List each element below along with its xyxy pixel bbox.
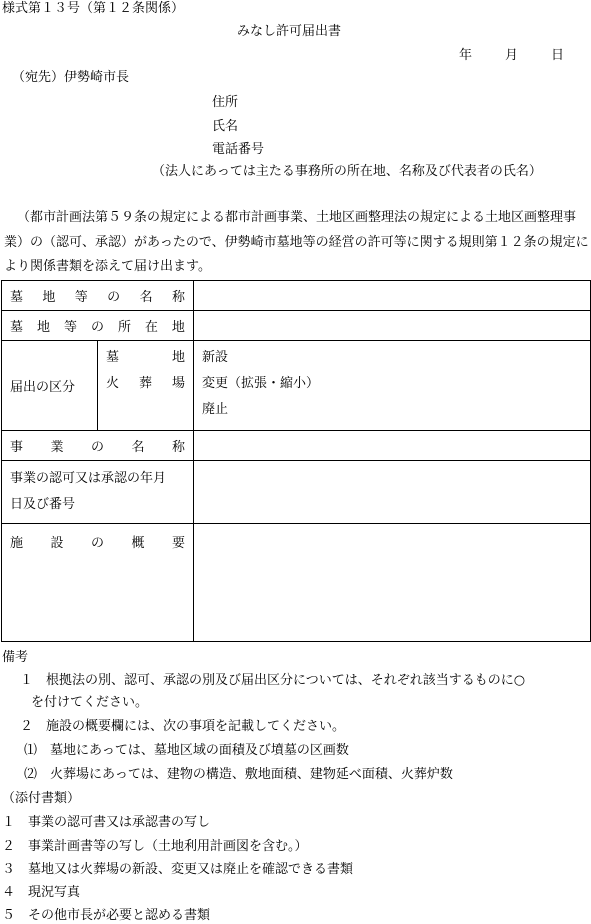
facility-overview-value[interactable] xyxy=(194,524,591,642)
label-char: 称 xyxy=(171,290,185,305)
label-char: 墓 xyxy=(10,290,24,305)
label-char: 称 xyxy=(171,440,185,455)
label-char: 事 xyxy=(10,440,24,455)
facility-type-cell xyxy=(98,341,194,431)
label-char: 地 xyxy=(36,320,50,335)
option-abolish[interactable]: 廃止 xyxy=(202,402,229,417)
label-char: 名 xyxy=(139,290,153,305)
note-2: ２ 施設の概要欄には、次の事項を記載してください。 xyxy=(20,719,346,734)
note-2-sub2: ⑵ 火葬場にあっては、建物の構造、敷地面積、建物延べ面積、火葬炉数 xyxy=(24,767,453,782)
date-month: 月 xyxy=(505,48,519,63)
facility-overview-label xyxy=(2,524,194,642)
project-name-value[interactable] xyxy=(194,431,591,461)
phone-label: 電話番号 xyxy=(212,142,265,157)
project-name-label xyxy=(2,431,194,461)
row-notification-category xyxy=(2,341,591,431)
intro-paragraph: （都市計画法第５９条の規定による都市計画事業、土地区画整理法の規定による土地区画整理事業）の（認可、承認）があったので、伊勢崎市墓地等の経営の許可等に関する規則第１２条の規定により関係書類を添えて届け出ます。 xyxy=(4,210,589,274)
option-change[interactable]: 変更（拡張・縮小） xyxy=(202,376,320,391)
note-1-line1: １ 根拠法の別、認可、承認の別及び届出区分については、それぞれ該当するものに○ xyxy=(20,673,526,688)
category-label: 届出の区分 xyxy=(2,341,98,431)
approval-date-label-line1: 事業の認可又は承認の年月 xyxy=(10,471,167,486)
attachment-item-1: １ 事業の認可書又は承認書の写し xyxy=(2,815,211,830)
category-options-cell xyxy=(194,341,591,431)
label-char: 概 xyxy=(131,536,145,551)
cemetery-name-label xyxy=(2,281,194,311)
cemetery-name-value[interactable] xyxy=(194,281,591,311)
date-year: 年 xyxy=(459,48,473,63)
note-1-line2: を付けてください。 xyxy=(31,695,149,710)
label-char: 墓 xyxy=(10,320,24,335)
note-2-sub1: ⑴ 墓地にあっては、墓地区域の面積及び墳墓の区画数 xyxy=(24,743,349,758)
facility-type-crematorium-char: 場 xyxy=(171,376,185,391)
row-project-name xyxy=(2,431,591,461)
form-number: 様式第１３号（第１２条関係） xyxy=(2,1,185,16)
approval-date-label-line2: 日及び番号 xyxy=(10,497,76,512)
row-cemetery-location xyxy=(2,311,591,341)
date-day: 日 xyxy=(551,48,565,63)
label-char: の xyxy=(90,440,104,455)
row-approval-date xyxy=(2,461,591,524)
attachment-item-5: ５ その他市長が必要と認める書類 xyxy=(2,908,211,923)
label-char: 名 xyxy=(131,440,145,455)
form-title: みなし許可届出書 xyxy=(237,24,342,39)
notes-heading: 備考 xyxy=(2,650,29,665)
cemetery-location-value[interactable] xyxy=(194,311,591,341)
corporate-note: （法人にあっては主たる事務所の所在地、名称及び代表者の氏名） xyxy=(152,164,542,179)
label-char: 所 xyxy=(117,320,131,335)
approval-date-value[interactable] xyxy=(194,461,591,524)
attachments-heading: （添付書類） xyxy=(2,791,81,806)
notification-table xyxy=(1,280,591,642)
attachment-item-3: ３ 墓地又は火葬場の新設、変更又は廃止を確認できる書類 xyxy=(2,862,354,877)
label-char: 地 xyxy=(171,320,185,335)
label-char: 在 xyxy=(144,320,158,335)
label-char: 施 xyxy=(10,536,24,551)
option-new[interactable]: 新設 xyxy=(202,350,229,365)
label-char: 等 xyxy=(63,320,77,335)
label-char: の xyxy=(90,536,104,551)
label-char: の xyxy=(90,320,104,335)
attachment-item-2: ２ 事業計画書等の写し（土地利用計画図を含む。） xyxy=(2,839,308,854)
row-cemetery-name xyxy=(2,281,591,311)
label-char: 等 xyxy=(74,290,88,305)
facility-type-cemetery-char: 墓 xyxy=(106,350,120,365)
label-char: 地 xyxy=(42,290,56,305)
label-char: 設 xyxy=(50,536,64,551)
facility-type-cemetery-char: 地 xyxy=(171,350,185,365)
facility-type-crematorium-char: 葬 xyxy=(138,376,152,391)
attachment-item-4: ４ 現況写真 xyxy=(2,885,81,900)
name-label: 氏名 xyxy=(212,119,239,134)
label-char: の xyxy=(107,290,121,305)
label-char: 業 xyxy=(50,440,64,455)
row-facility-overview xyxy=(2,524,591,642)
label-char: 要 xyxy=(171,536,185,551)
address-label: 住所 xyxy=(212,95,239,110)
approval-date-label xyxy=(2,461,194,524)
addressee: （宛先）伊勢崎市長 xyxy=(12,70,130,85)
facility-type-crematorium-char: 火 xyxy=(106,376,120,391)
cemetery-location-label xyxy=(2,311,194,341)
